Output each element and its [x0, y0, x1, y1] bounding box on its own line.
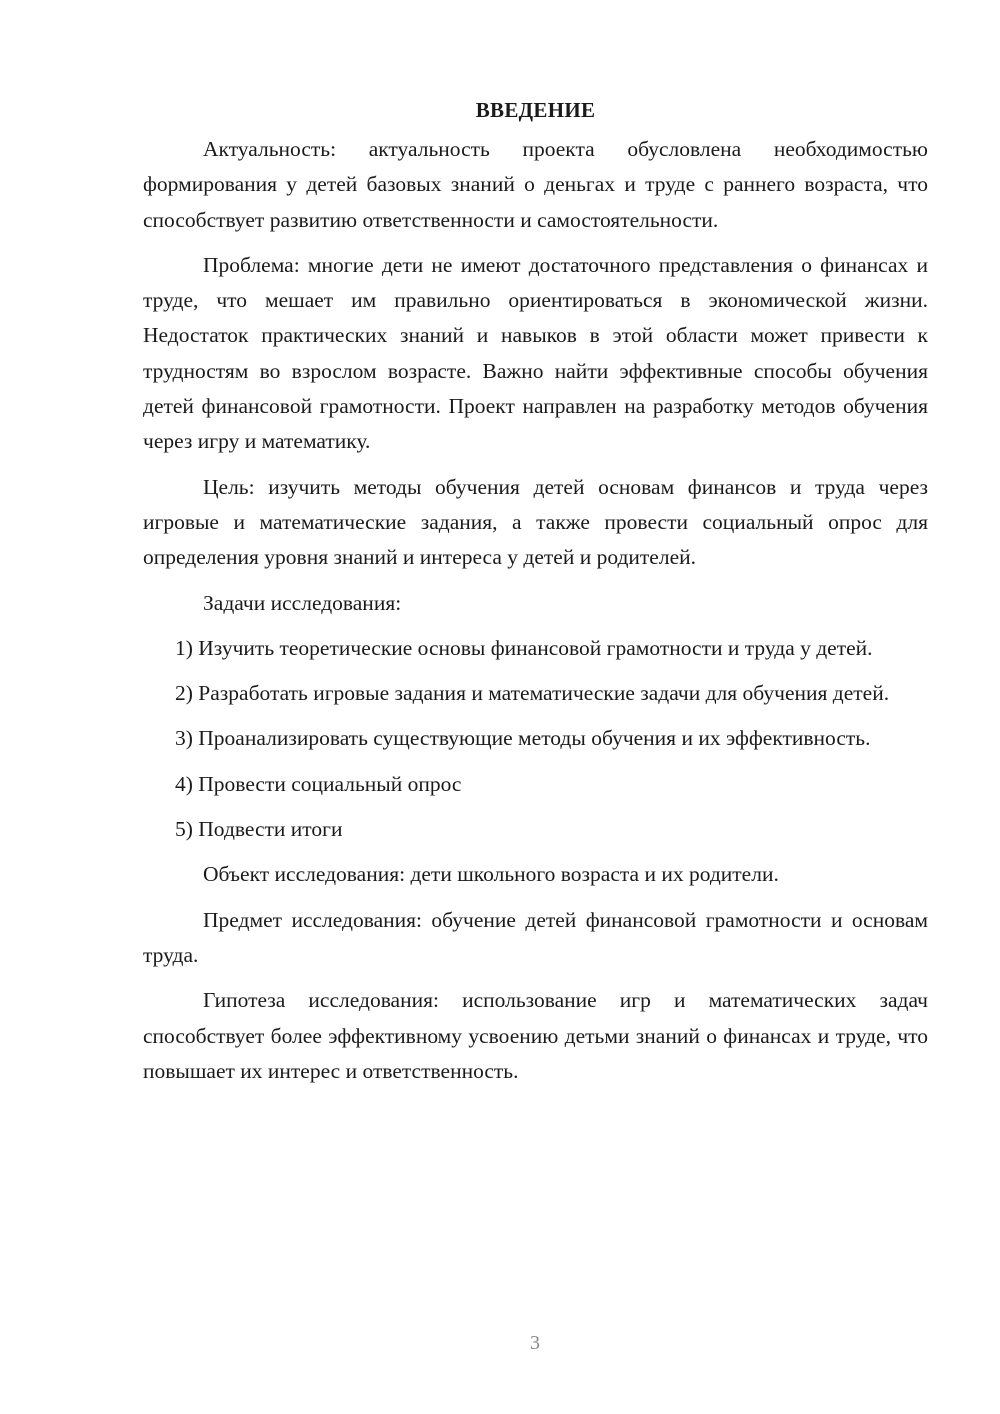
- task-item-2: 2) Разработать игровые задания и математические задачи для обучения детей.: [175, 681, 890, 706]
- object-paragraph: Объект исследования: дети школьного возраста и их родители.: [203, 862, 779, 887]
- goal-paragraph: Цель: изучить методы обучения детей основам финансов и труда через игровые и математические задания, а также провести социальный опрос для определения уровня знаний и интереса у детей и родителей.: [143, 474, 928, 570]
- task-item-3: 3) Проанализировать существующие методы обучения и их эффективность.: [175, 726, 871, 751]
- subject-paragraph: Предмет исследования: обучение детей финансовой грамотности и основам труда.: [143, 907, 928, 967]
- document-page: [143, 92, 928, 1089]
- problem-paragraph: Проблема: многие дети не имеют достаточного представления о финансах и труде, что мешает им правильно ориентироваться в экономической жизни. Недостаток практических знаний и навыков в этой области может привести к трудностям во взрослом возрасте. Важно найти эффективные способы обучения детей финансовой грамотности. Проект направлен на разработку методов обучения через игру и математику.: [143, 252, 928, 454]
- task-item-4: 4) Провести социальный опрос: [175, 771, 462, 796]
- task-item-5: 5) Подвести итоги: [175, 817, 343, 842]
- relevance-paragraph: Актуальность: актуальность проекта обусловлена необходимостью формирования у детей базовых знаний о деньгах и труде с раннего возраста, что способствует развитию ответственности и самостоятельности.: [143, 137, 928, 232]
- hypothesis-paragraph: Гипотеза исследования: использование игр и математических задач способствует более эффективному усвоению детьми знаний о финансах и труде, что повышает их интерес и ответственность.: [143, 988, 928, 1083]
- page-number: 3: [530, 1332, 540, 1354]
- tasks-heading: Задачи исследования:: [203, 590, 402, 615]
- section-title: ВВЕДЕНИЕ: [475, 98, 596, 122]
- task-item-1: 1) Изучить теоретические основы финансовой грамотности и труда у детей.: [175, 635, 873, 660]
